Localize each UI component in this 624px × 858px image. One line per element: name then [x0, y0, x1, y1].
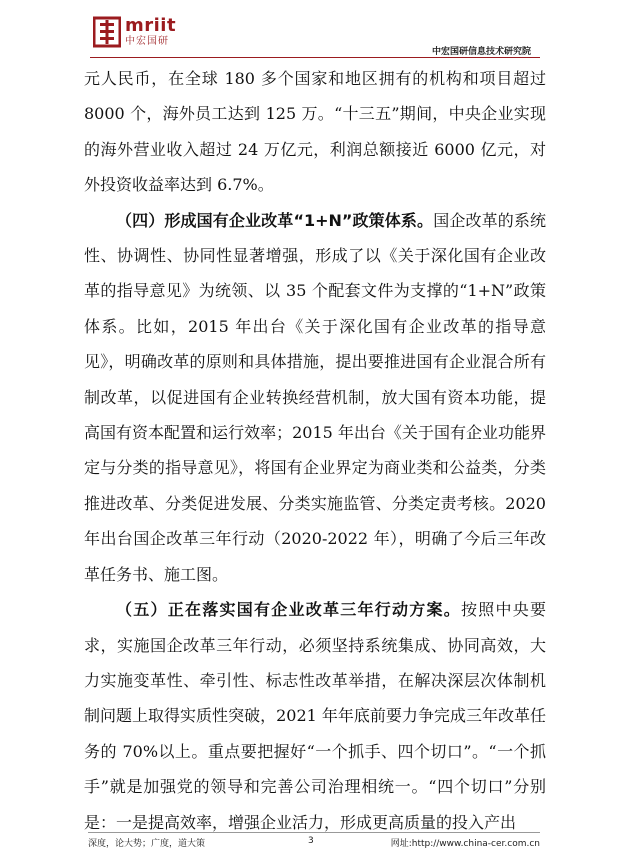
header-divider [90, 57, 540, 58]
section-heading-5: （五）正在落实国有企业改革三年行动方案。 [116, 600, 461, 620]
page-footer [88, 836, 540, 850]
paragraph-3 [84, 592, 546, 840]
section-heading-4: （四）形成国有企业改革“1+N”政策体系。 [116, 210, 434, 230]
page-header [0, 0, 624, 62]
footer-slogan: 深度，论大势；广度，道大策 [88, 839, 206, 849]
logo-text: mriit [125, 15, 177, 36]
paragraph-3-text: 按照中央要求，实施国企改革三年行动，必须坚持系统集成、协同高效，大力实施变革性、牵引性、标志性改革举措，在解决深层次体制机制问题上取得实质性突破，2021 年年底前要力争完成三年改革任务的 70%以上。重点要把握好“一个抓手、四个切口”。“一个抓手”就是加强党的领导和完善公司治理相统一。“四个切口”分别是：一是提高效率，增强企业活力，形成更高质量的投入产出 [84, 600, 546, 832]
logo [93, 16, 176, 48]
paragraph-2-text: 国企改革的系统性、协调性、协同性显著增强，形成了以《关于深化国有企业改革的指导意见》为统领、以 35 个配套文件为支撑的“1+N”政策体系。比如，2015 年出台《关于深化国有企业改革的指导意见》，明确改革的原则和具体措施，提出要推进国有企业混合所有制改革，以促进国有企业转换经营机制，放大国有资本功能，提高国有资本配置和运行效率；2015 年出台《关于国有企业功能界定与分类的指导意见》，将国有企业界定为商业类和公益类，分类推进改革、分类促进发展、分类实施监管、分类定责考核。2020 年出台国企改革三年行动（2020-2022 年），明确了今后三年改革任务书、施工图。 [84, 210, 546, 584]
institute-name: 中宏国研信息技术研究院 [431, 47, 531, 57]
footer-divider [88, 832, 540, 833]
paragraph-1: 元人民币，在全球 180 多个国家和地区拥有的机构和项目超过 8000 个，海外员工达到 125 万。“十三五”期间，中央企业实现的海外营业收入超过 24 万亿元，利润总额接近 6000 亿元，对外投资收益率达到 6.7%。 [84, 69, 546, 195]
page-number: 3 [308, 836, 314, 846]
footer-website: 网址:http://www.china-cer.com.cn [390, 839, 540, 849]
logo-subtext: 中宏国研 [125, 36, 169, 47]
document-body [84, 61, 546, 840]
mriit-logo-icon [93, 16, 121, 48]
paragraph-2 [84, 203, 546, 592]
